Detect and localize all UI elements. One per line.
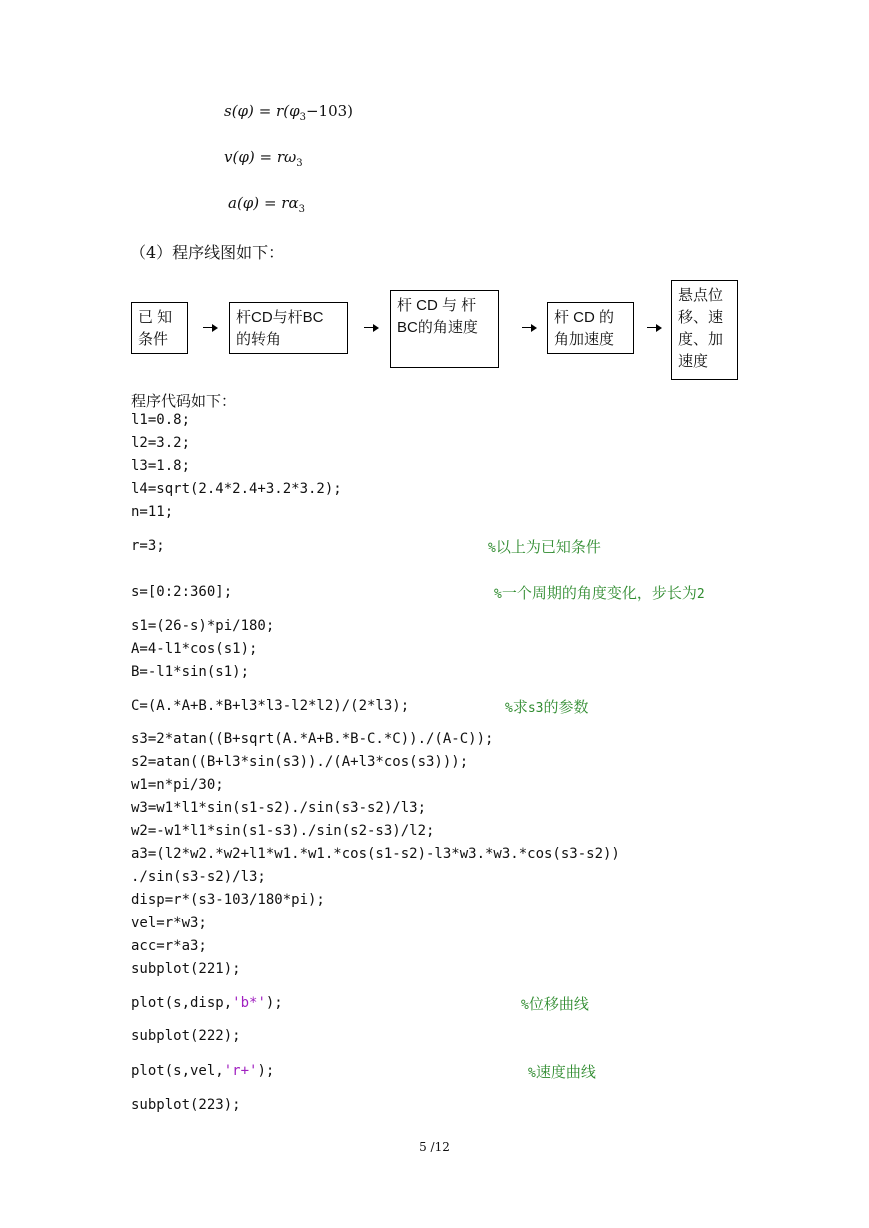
code-line: a3=(l2*w2.*w2+l1*w1.*w1.*cos(s1-s2)-l3*w3.*w3.*cos(s3-s2))	[131, 846, 620, 862]
code-comment: %速度曲线	[528, 1063, 596, 1081]
code-line: n=11;	[131, 504, 174, 520]
flow-arrow	[522, 327, 535, 328]
formula-acceleration: $a(\varphi) = r\alpha_3$	[228, 194, 305, 215]
code-line: w2=-w1*l1*sin(s1-s3)./sin(s2-s3)/l2;	[131, 823, 435, 839]
code-line: A=4-l1*cos(s1);	[131, 641, 258, 657]
code-line: ./sin(s3-s2)/l3;	[131, 869, 266, 885]
code-line: w3=w1*l1*sin(s1-s2)./sin(s3-s2)/l3;	[131, 800, 427, 816]
code-comment: %位移曲线	[521, 995, 589, 1013]
code-line: w1=n*pi/30;	[131, 777, 224, 793]
flow-box-text: 移、速	[678, 309, 724, 326]
code-line: B=-l1*sin(s1);	[131, 664, 250, 680]
flow-box-text: 杆 CD 的	[554, 309, 615, 326]
flow-box-text: 的转角	[236, 331, 282, 348]
code-line: l3=1.8;	[131, 458, 191, 474]
section-heading: （4）程序线图如下：	[130, 243, 285, 262]
code-line: subplot(222);	[131, 1028, 241, 1044]
flow-box-text: 已 知	[138, 309, 173, 326]
code-line: acc=r*a3;	[131, 938, 207, 954]
flow-box-text: 度、加	[678, 331, 724, 348]
code-line: s=[0:2:360];	[131, 584, 233, 600]
code-line: s1=(26-s)*pi/180;	[131, 618, 275, 634]
code-heading: 程序代码如下：	[131, 392, 237, 410]
code-line: subplot(223);	[131, 1097, 241, 1113]
flow-box-known-conditions	[131, 302, 188, 354]
flow-box-text: 角加速度	[554, 331, 615, 348]
code-line: s3=2*atan((B+sqrt(A.*A+B.*B-C.*C))./(A-C));	[131, 731, 494, 747]
formula-displacement: $s(\varphi) = r(\varphi_3-103)$	[224, 102, 354, 123]
code-line: plot(s,disp,'b*');	[131, 995, 283, 1011]
flow-box-text: BC的角速度	[397, 319, 478, 336]
flow-arrow	[647, 327, 660, 328]
flow-box-text: 杆 CD 与 杆	[397, 297, 477, 314]
flow-box-suspension-motion	[671, 280, 738, 380]
code-line: l1=0.8;	[131, 412, 191, 428]
code-line: plot(s,vel,'r+');	[131, 1063, 275, 1079]
formula-velocity: $v(\varphi) = r\omega_3$	[224, 148, 303, 169]
code-line: C=(A.*A+B.*B+l3*l3-l2*l2)/(2*l3);	[131, 698, 410, 714]
code-line: vel=r*w3;	[131, 915, 207, 931]
code-comment: %以上为已知条件	[488, 538, 601, 556]
page-number: 5 /12	[419, 1140, 450, 1154]
flow-box-angular-acceleration	[547, 302, 634, 354]
flow-box-angular-velocity	[390, 290, 499, 368]
flow-box-text: 悬点位	[678, 287, 724, 304]
flow-box-text: 条件	[138, 331, 169, 348]
flow-box-text: 速度	[678, 353, 709, 370]
code-line: l2=3.2;	[131, 435, 191, 451]
flow-arrow	[203, 327, 216, 328]
code-line: l4=sqrt(2.4*2.4+3.2*3.2);	[131, 481, 342, 497]
flow-box-rotation-angles	[229, 302, 348, 354]
flow-arrow	[364, 327, 377, 328]
code-comment: %求s3的参数	[505, 698, 589, 716]
code-line: subplot(221);	[131, 961, 241, 977]
code-line: disp=r*(s3-103/180*pi);	[131, 892, 325, 908]
code-line: s2=atan((B+l3*sin(s3))./(A+l3*cos(s3)));	[131, 754, 469, 770]
code-comment: %一个周期的角度变化，步长为2	[494, 584, 705, 602]
flow-box-text: 杆CD与杆BC	[236, 309, 324, 326]
code-line: r=3;	[131, 538, 165, 554]
